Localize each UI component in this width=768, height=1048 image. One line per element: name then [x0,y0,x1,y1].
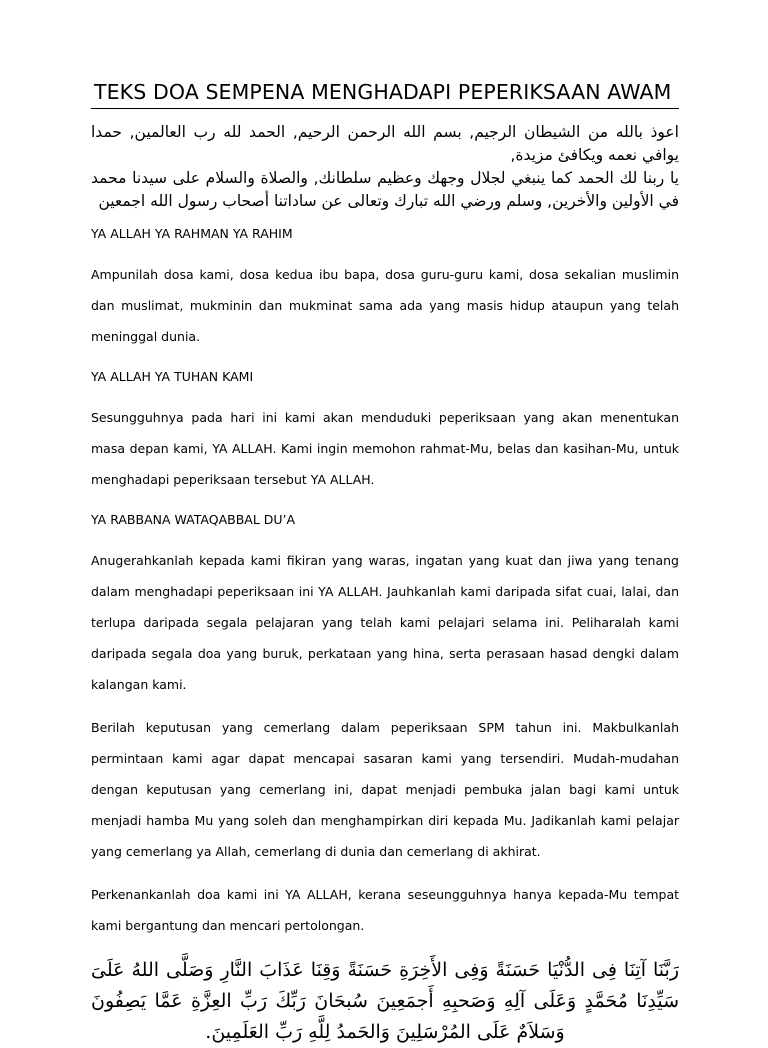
arabic-opening-line-2: يا ربنا لك الحمد كما ينبغي لجلال وجهك وعظيم سلطانك, والصلاة والسلام على سيدنا محمد في الأولين والأخرين, وسلم ورضي الله تبارك وتعالى عن ساداتنا أصحاب رسول الله اجمعين [91,169,679,210]
arabic-closing-prayer: رَبَّنَا آتِنَا فِى الدُّنْيَا حَسَنَةً وَفِى الأَخِرَةِ حَسَنَةً وَقِنَا عَذَابَ النَّارِ وَصَلَّى اللهُ عَلَىَ سَيِّدِنَا مُحَمَّدٍ وَعَلَى آلِهِ وَصَحبِهِ أَجمَعِينَ سُبحَانَ رَبِّكَ رَبِّ العِزَّةِ عَمَّا يَصِفُونَ وَسَلاَمٌ عَلَى المُرْسَلِينَ وَالحَمدُ لِلَّهِ رَبِّ العَلَمِينَ. [91,959,679,1043]
arabic-opening-line-1: اعوذ بالله من الشيطان الرجيم, بسم الله الرحمن الرحيم, الحمد لله رب العالمين, حمدا يوافي نعمه ويكافئ مزيدة, [91,123,679,164]
paragraph-berilah: Berilah keputusan yang cemerlang dalam peperiksaan SPM tahun ini. Makbulkanlah permintaan kami agar dapat mencapai sasaran kami yang tersendiri. Mudah-mudahan dengan keputusan yang cemerlang ini, dapat menjadi pembuka jalan bagi kami untuk menjadi hamba Mu yang soleh dan menghampirkan diri kepada Mu. Jadikanlah kami pelajar yang cemerlang ya Allah, cemerlang di dunia dan cemerlang di akhirat. [91,720,679,859]
section-heading-tuhan-kami: YA ALLAH YA TUHAN KAMI [91,369,254,384]
paragraph-sesungguhnya: Sesungguhnya pada hari ini kami akan menduduki peperiksaan yang akan menentukan masa depan kami, YA ALLAH. Kami ingin memohon rahmat-Mu, belas dan kasihan-Mu, untuk menghadapi peperiksaan tersebut YA ALLAH. [91,410,679,487]
document-page [91,78,679,1048]
paragraph-ampunilah: Ampunilah dosa kami, dosa kedua ibu bapa, dosa guru-guru kami, dosa sekalian muslimin dan muslimat, mukminin dan mukminat sama ada yang masis hidup ataupun yang telah meninggal dunia. [91,267,679,344]
arabic-opening-prayer [91,121,679,213]
section-heading-wataqabbal: YA RABBANA WATAQABBAL DU’A [91,512,296,527]
document-title: TEKS DOA SEMPENA MENGHADAPI PEPERIKSAAN AWAM [91,78,679,109]
paragraph-perkenankanlah: Perkenankanlah doa kami ini YA ALLAH, kerana seseungguhnya hanya kepada-Mu tempat kami bergantung dan mencari pertolongan. [91,887,679,933]
paragraph-anugerahkanlah: Anugerahkanlah kepada kami fikiran yang waras, ingatan yang kuat dan jiwa yang tenang dalam menghadapi peperiksaan ini YA ALLAH. Jauhkanlah kami daripada sifat cuai, lalai, dan terlupa daripada segala pelajaran yang telah kami pelajari selama ini. Peliharalah kami daripada segala doa yang buruk, perkataan yang hina, serta perasaan hasad dengki dalam kalangan kami. [91,553,679,692]
section-heading-rahman: YA ALLAH YA RAHMAN YA RAHIM [91,226,293,241]
